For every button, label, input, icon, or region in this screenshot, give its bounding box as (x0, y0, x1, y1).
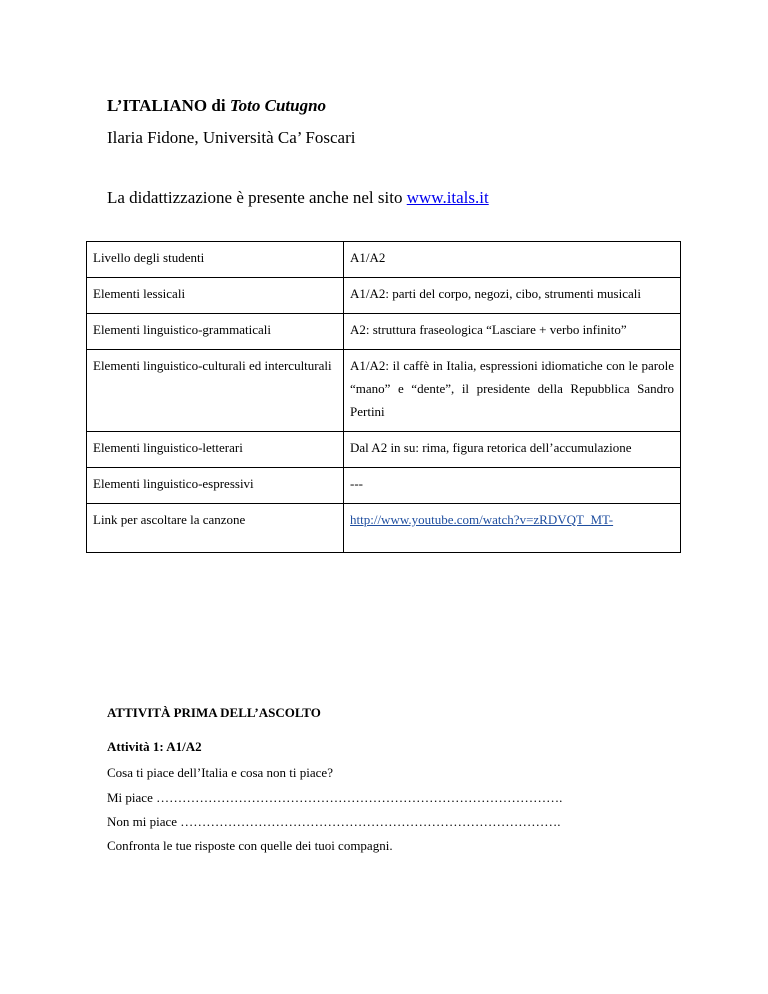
info-table (86, 241, 681, 553)
row-label: Elementi linguistico-espressivi (87, 468, 344, 504)
answer-line-dislike: Non mi piace ……………………………………………………………………………. (107, 814, 561, 829)
youtube-link[interactable]: http://www.youtube.com/watch?v=zRDVQT_MT- (350, 512, 614, 527)
intro-line (107, 188, 489, 208)
row-value: Dal A2 in su: rima, figura retorica dell’accumulazione (344, 432, 681, 468)
row-label: Elementi lessicali (87, 278, 344, 314)
author-line: Ilaria Fidone, Università Ca’ Foscari (107, 128, 356, 147)
activity-question: Cosa ti piace dell’Italia e cosa non ti piace? (107, 765, 333, 780)
row-label: Elementi linguistico-letterari (87, 432, 344, 468)
table-row (87, 468, 681, 504)
row-value: A2: struttura fraseologica “Lasciare + verbo infinito” (344, 314, 681, 350)
intro-text: La didattizzazione è presente anche nel sito (107, 188, 407, 207)
row-label: Elementi linguistico-grammaticali (87, 314, 344, 350)
table-row (87, 350, 681, 432)
itals-link[interactable]: www.itals.it (406, 188, 489, 207)
title-artist: Toto Cutugno (229, 96, 327, 115)
row-label: Link per ascoltare la canzone (87, 504, 344, 553)
activity-title: Attività 1: A1/A2 (107, 739, 202, 754)
row-value: A1/A2 (344, 242, 681, 278)
row-value (344, 504, 681, 553)
title-main: L’ITALIANO di (107, 96, 230, 115)
table-row (87, 278, 681, 314)
row-value: A1/A2: parti del corpo, negozi, cibo, strumenti musicali (344, 278, 681, 314)
activity-instruction: Confronta le tue risposte con quelle dei tuoi compagni. (107, 838, 393, 853)
row-label: Elementi linguistico-culturali ed interculturali (87, 350, 344, 432)
table-row (87, 432, 681, 468)
table-row (87, 314, 681, 350)
document-title (107, 96, 326, 116)
table-row (87, 504, 681, 553)
table-row (87, 242, 681, 278)
row-label: Livello degli studenti (87, 242, 344, 278)
row-value: A1/A2: il caffè in Italia, espressioni idiomatiche con le parole “mano” e “dente”, il presidente della Repubblica Sandro Pertini (344, 350, 681, 432)
row-value: --- (344, 468, 681, 504)
answer-line-like: Mi piace …………………………………………………………………………………. (107, 790, 563, 805)
section-heading: ATTIVITÀ PRIMA DELL’ASCOLTO (107, 705, 321, 720)
